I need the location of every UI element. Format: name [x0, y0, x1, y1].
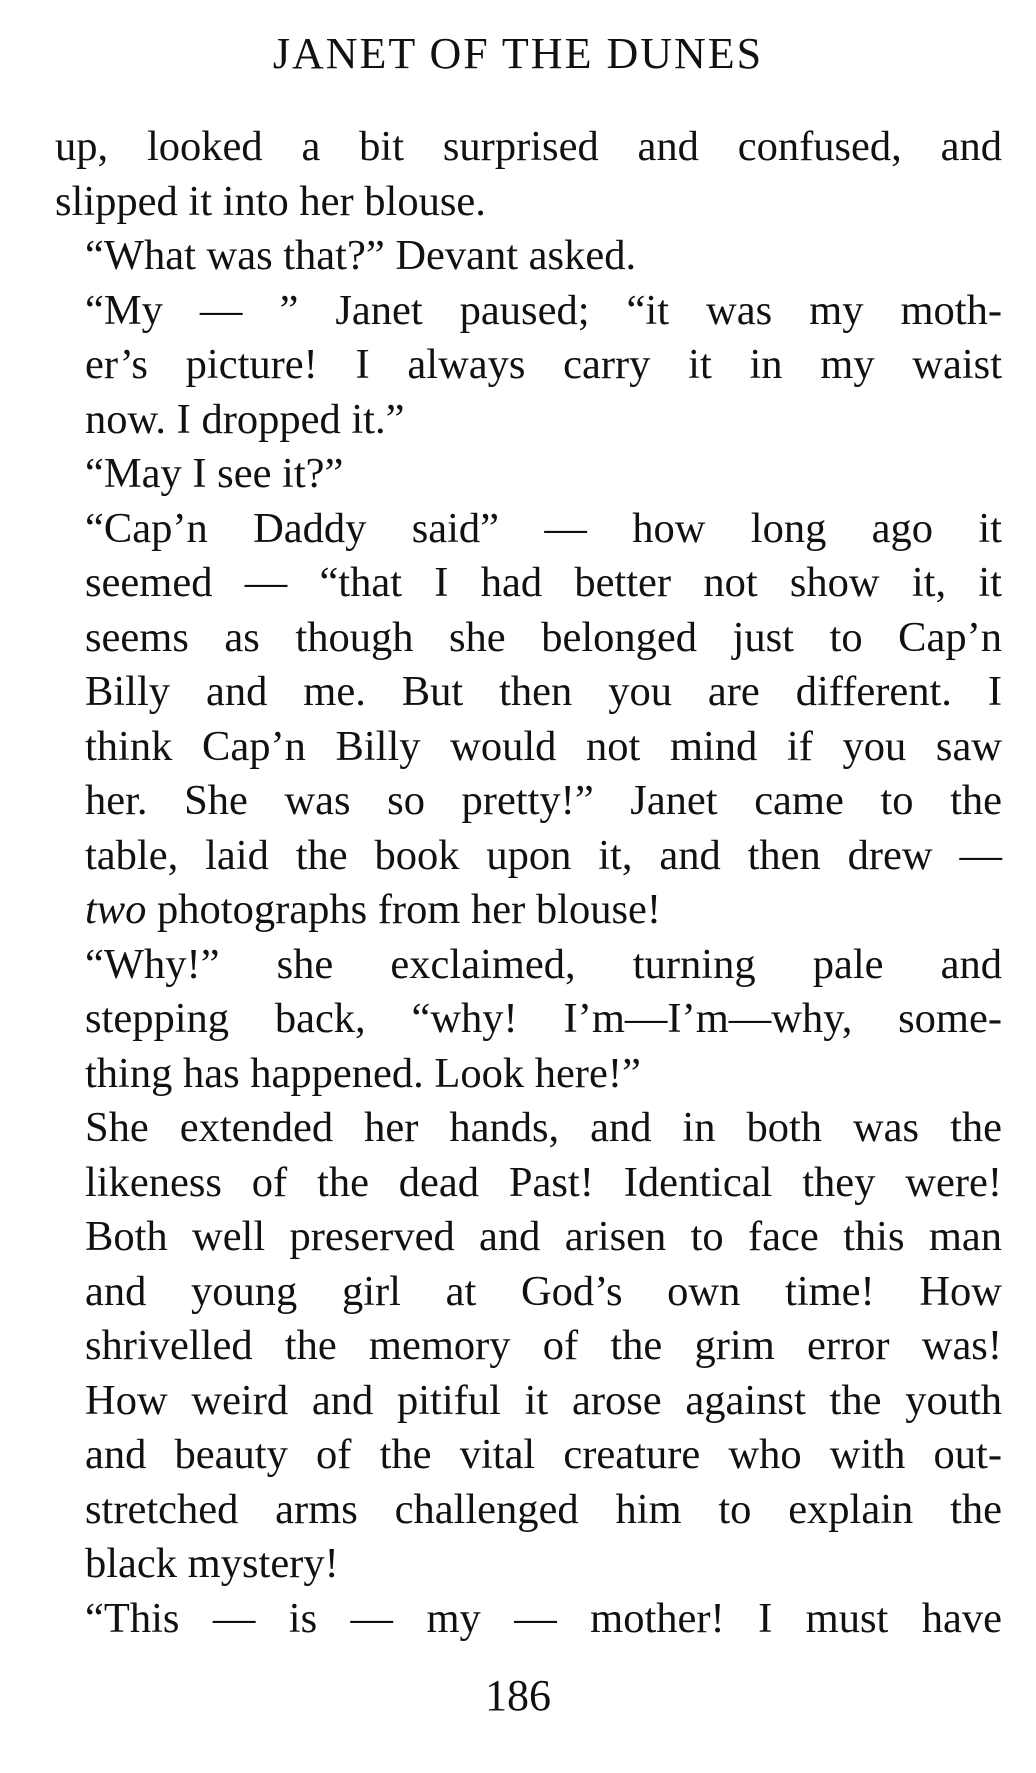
text-line: “May I see it?”: [85, 450, 344, 497]
text-line: stepping back, “why! I’m—I’m—why, some-: [85, 995, 1002, 1042]
text-line: up, looked a bit surprised and confused, and: [55, 123, 1002, 170]
page-number: 186: [485, 1671, 551, 1720]
text-line: table, laid the book upon it, and then drew —: [85, 831, 1002, 879]
text-line: two photographs from her blouse!: [85, 886, 662, 933]
text-line: think Cap’n Billy would not mind if you saw: [85, 722, 1002, 770]
text-line: slipped it into her blouse.: [55, 177, 486, 225]
text-line: “What was that?” Devant asked.: [85, 232, 637, 279]
text-line: and beauty of the vital creature who with out-: [85, 1431, 1002, 1478]
text-line: black mystery!: [85, 1540, 339, 1587]
paragraph: [55, 502, 1002, 938]
text-line: her. She was so pretty!” Janet came to the: [85, 777, 1002, 824]
text-line: seems as though she belonged just to Cap’n: [85, 613, 1002, 661]
text-line: “Why!” she exclaimed, turning pale and: [85, 940, 1002, 988]
paragraph: [55, 284, 1002, 448]
text-line: shrivelled the memory of the grim error was!: [85, 1322, 1002, 1369]
paragraph: [55, 1101, 1002, 1592]
text-line: “This — is — my — mother! I must have: [85, 1594, 1002, 1642]
text-line: thing has happened. Look here!”: [85, 1049, 641, 1097]
text-line: “My — ” Janet paused; “it was my moth-: [85, 286, 1002, 334]
text-line: er’s picture! I always carry it in my waist: [85, 341, 1002, 388]
text-line: now. I dropped it.”: [85, 395, 405, 443]
running-head-title: JANET OF THE DUNES: [272, 29, 764, 78]
paragraph: [55, 1592, 1002, 1647]
text-line: Billy and me. But then you are different. I: [85, 668, 1002, 715]
paragraph: [55, 229, 1002, 284]
text-line: She extended her hands, and in both was the: [85, 1104, 1002, 1151]
text-line: stretched arms challenged him to explain the: [85, 1485, 1002, 1533]
text-line: seemed — “that I had better not show it, it: [85, 559, 1002, 606]
text-line: Both well preserved and arisen to face this man: [85, 1213, 1002, 1260]
paragraph: [55, 938, 1002, 1102]
text-line: “Cap’n Daddy said” — how long ago it: [85, 504, 1002, 552]
paragraph: [55, 120, 1002, 229]
text-line: likeness of the dead Past! Identical they were!: [85, 1158, 1002, 1206]
text-line: How weird and pitiful it arose against the youth: [85, 1376, 1002, 1424]
body-text: [55, 120, 1002, 1646]
paragraph: [55, 447, 1002, 502]
text-line: and young girl at God’s own time! How: [85, 1267, 1002, 1315]
